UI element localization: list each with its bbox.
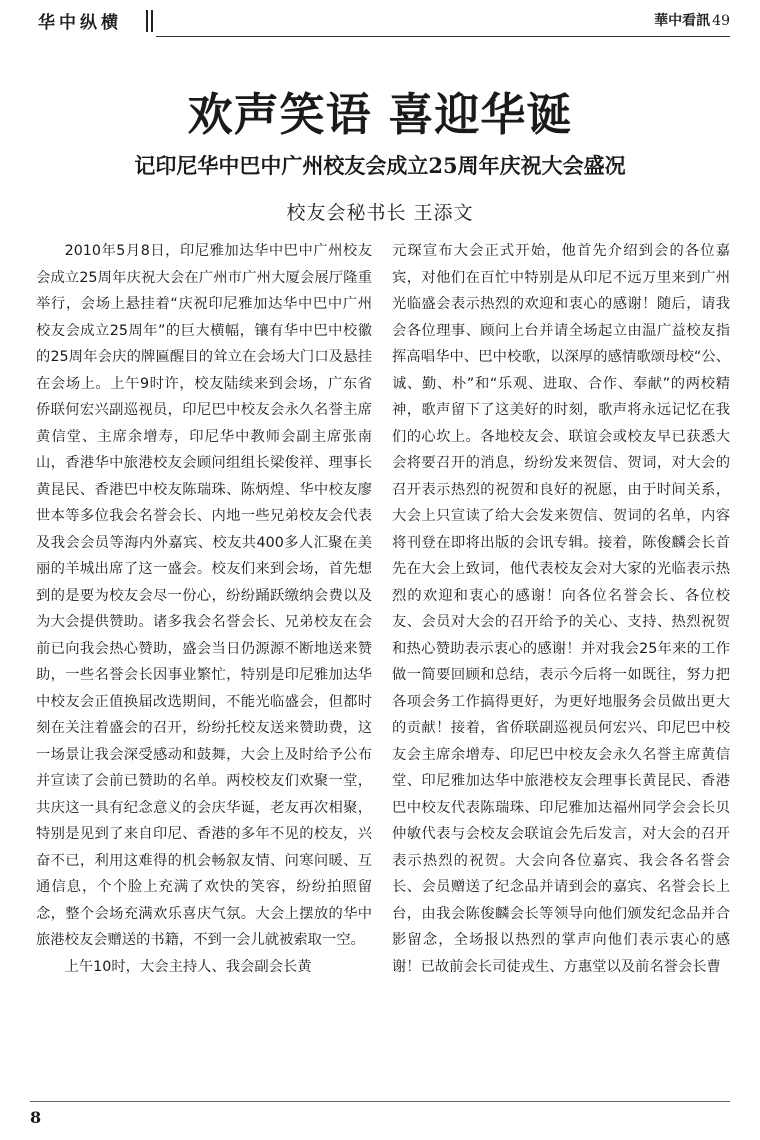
article-subtitle: 记印尼华中巴中广州校友会成立25周年庆祝大会盛况 [134, 153, 626, 178]
journal-header [654, 10, 730, 30]
paragraph-2-start: 上午10时，大会主持人、我会副会长黄 [64, 958, 312, 975]
left-column [36, 238, 372, 980]
article-title: 欢声笑语 喜迎华诞 [187, 88, 573, 141]
right-column [392, 238, 730, 980]
top-page-number: 49 [712, 13, 730, 29]
bottom-page-number: 8 [30, 1108, 42, 1127]
article-author: 校友会秘书长 王添文 [286, 202, 474, 224]
paragraph-1: 2010年5月8日，印尼雅加达华中巴中广州校友会成立25周年庆祝大会在广州市广州大厦会展厅隆重举行，会场上悬挂着“庆祝印尼雅加达华中巴中广州校友会成立25周年”的巨大横幅，镶有华中巴中校徽的25周年会庆的牌匾醒目的耸立在会场大门口及悬挂在会场上。上午9时许，校友陆续来到会场，广东省侨联何宏兴副巡视员，印尼巴中校友会永久名誉主席黄信堂、主席余增寿，印尼华中教师会副主席张南山，香港华中旅港校友会顾问组组长梁俊祥、理事长黄昆民、香港巴中校友陈瑞珠、陈炳煌、华中校友廖世本等多位我会名誉会长、内地一些兄弟校友会代表及我会会员等海内外嘉宾、校友共400多人汇聚在美丽的羊城出席了这一盛会。校友们来到会场，首先想到的是要为校友会尽一份心，纷纷踊跃缴纳会费以及为大会提供赞助。诸多我会名誉会长、兄弟校友在会前已向我会热心赞助，盛会当日仍源源不断地送来赞助，一些名誉会长因事业繁忙，特别是印尼雅加达华中校友会正值换届改选期间，不能光临盛会，但都时刻在关注着盛会的召开，纷纷托校友送来赞助费，这一场景让我会深受感动和鼓舞，大会上及时给予公布并宣读了会前已赞助的名单。两校校友们欢聚一堂，共庆这一具有纪念意义的会庆华诞，老友再次相聚，特别是见到了来自印尼、香港的多年不见的校友，兴奋不已，利用这难得的机会畅叙友情、问寒问暖、互通信息，个个脸上充满了欢快的笑容，纷纷拍照留念，整个会场充满欢乐喜庆气氛。大会上摆放的华中旅港校友会赠送的书籍，不到一会儿就被索取一空。 [36, 243, 372, 948]
footer-rule [30, 1101, 730, 1102]
journal-logo-text: 華中看訊 [654, 13, 711, 29]
paragraph-2-continued: 元琛宣布大会正式开始，他首先介绍到会的各位嘉宾，对他们在百忙中特别是从印尼不远万里来到广州光临盛会表示热烈的欢迎和衷心的感谢！随后，请我会各位理事、顾问上台并请全场起立由温广益校友指挥高唱华中、巴中校歌，以深厚的感情歌颂母校“公、诚、勤、朴”和“乐观、进取、合作、奉献”的两校精神，歌声留下了这美好的时刻，歌声将永远记忆在我们的心坎上。各地校友会、联谊会或校友早已获悉大会将要召开的消息，纷纷发来贺信、贺词，对大会的召开表示热烈的祝贺和良好的祝愿，由于时间关系，大会上只宣读了给大会发来贺信、贺词的名单，内容将刊登在即将出版的会讯专辑。接着，陈俊麟会长首先在大会上致词，他代表校友会对大家的光临表示热烈的欢迎和衷心的感谢！向各位名誉会长、各位校友、会员对大会的召开给予的关心、支持、热烈祝贺和热心赞助表示衷心的感谢！并对我会25年来的工作做一简要回顾和总结，表示今后将一如既往，努力把各项会务工作搞得更好，为更好地服务会员做出更大的贡献！接着，省侨联副巡视员何宏兴、印尼巴中校友会主席余增寿、印尼巴中校友会永久名誉主席黄信堂、印尼雅加达华中旅港校友会理事长黄昆民、香港巴中校友代表陈瑞珠、印尼雅加达福州同学会会长贝仲敏代表与会校友会联谊会先后发言，对大会的召开表示热烈的祝贺。大会向各位嘉宾、我会各名誉会长、会员赠送了纪念品并请到会的嘉宾、名誉会长上台，由我会陈俊麟会长等领导向他们颁发纪念品并合影留念，全场报以热烈的掌声向他们表示衷心的感谢！已故前会长司徒戎生、方惠堂以及前名誉会长曹 [392, 243, 730, 975]
section-label: 华中纵横 [38, 13, 122, 33]
header-rule [156, 36, 730, 37]
section-divider [146, 10, 154, 32]
